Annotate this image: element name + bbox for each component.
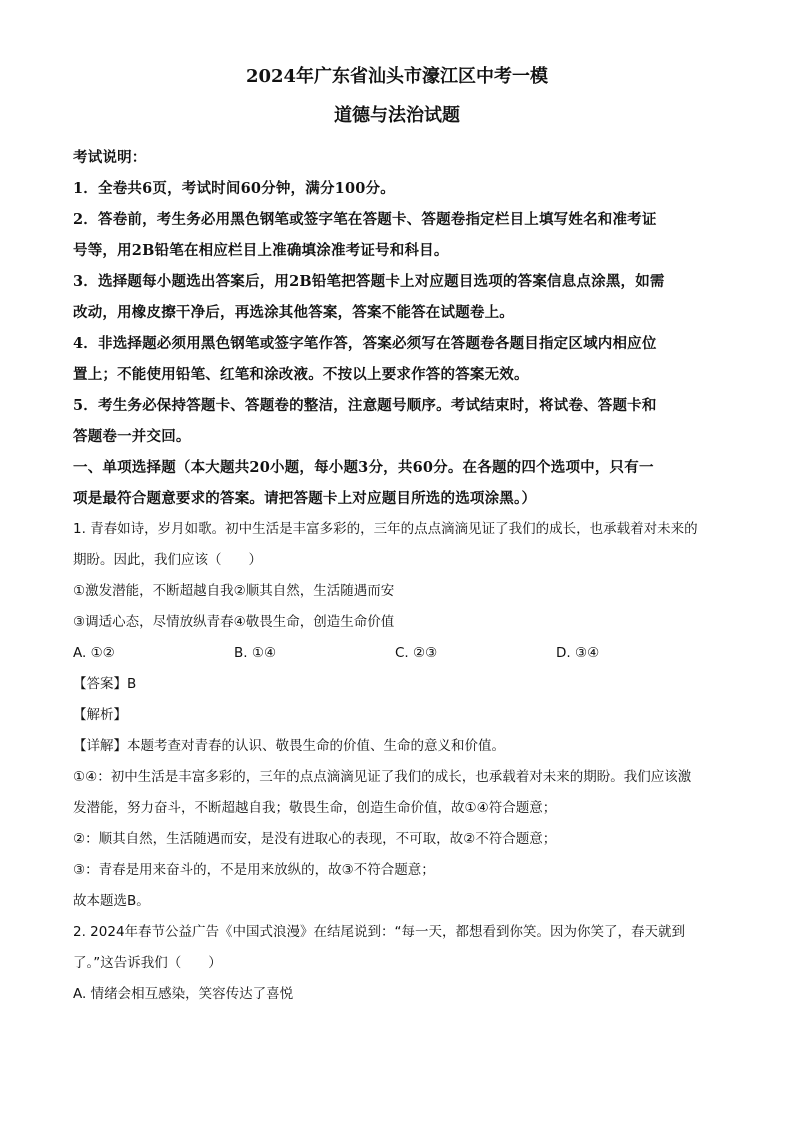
section-heading [73,452,721,514]
statement-line: ①激发潜能，不断超越自我②顺其自然，生活随遇而安 [73,583,395,599]
option-a: A. ①② [73,645,115,661]
instructions-heading: 考试说明： [73,149,147,166]
instruction-line: 2．答卷前，考生务必用黑色钢笔或签字笔在答题卡、答题卷指定栏目上填写姓名和准考证 [73,211,657,228]
detail-line: 发潜能，努力奋斗，不断超越自我；敬畏生命，创造生命价值，故①④符合题意； [73,800,557,816]
instruction-line: 4．非选择题必须用黑色钢笔或签字笔作答，答案必须写在答题卷各题目指定区域内相应位 [73,335,657,352]
instruction-line: 1．全卷共6页，考试时间60分钟，满分100分。 [73,180,395,197]
detail-line: 故本题选B。 [73,893,150,909]
section-heading-line: 项是最符合题意要求的答案。请把答题卡上对应题目所选的选项涂黑。） [73,490,537,507]
analysis-tag: 【解析】 [73,707,127,723]
answer-tag: 【答案】B [73,676,137,692]
instruction-line: 改动，用橡皮擦干净后，再选涂其他答案，答案不能答在试题卷上。 [73,304,514,321]
option-a: A. 情绪会相互感染，笑容传达了喜悦 [73,986,294,1002]
instruction-line: 答题卷一并交回。 [73,428,191,445]
question-1 [73,514,721,917]
instruction-line: 5．考生务必保持答题卡、答题卷的整洁，注意题号顺序。考试结束时，将试卷、答题卡和 [73,397,657,414]
instruction-line: 3．选择题每小题选出答案后，用2B铅笔把答题卡上对应题目选项的答案信息点涂黑，如需 [73,273,665,290]
answer-options [73,638,721,669]
option-b: B. ①④ [234,645,277,661]
statement-line: ③调适心态，尽情放纵青春④敬畏生命，创造生命价值 [73,614,395,630]
instruction-line: 号等，用2B铅笔在相应栏目上准确填涂准考证号和科目。 [73,242,449,259]
instruction-line: 置上；不能使用铅笔、红笔和涂改液。不按以上要求作答的答案无效。 [73,366,529,383]
option-d: D. ③④ [556,645,600,661]
page-subtitle: 道德与法治试题 [334,105,460,126]
exam-page [73,66,721,1010]
detail-line: ②：顺其自然，生活随遇而安，是没有进取心的表现，不可取，故②不符合题意； [73,831,557,847]
section-heading-line: 一、单项选择题（本大题共20小题，每小题3分，共60分。在各题的四个选项中，只有一 [73,459,654,476]
detail-line: 【详解】本题考查对青春的认识、敬畏生命的价值、生命的意义和价值。 [73,738,505,754]
question-stem-line: 2. 2024年春节公益广告《中国式浪漫》在结尾说到：“每一天，都想看到你笑。因为你笑了，春天就到 [73,924,686,940]
detail-line: ③：青春是用来奋斗的，不是用来放纵的，故③不符合题意； [73,862,435,878]
question-2 [73,917,721,1010]
question-stem-line: 1. 青春如诗，岁月如歌。初中生活是丰富多彩的，三年的点点滴滴见证了我们的成长，也承载着对未来的 [73,521,698,537]
question-stem-line: 期盼。因此，我们应该（ ） [73,552,262,568]
detail-line: ①④：初中生活是丰富多彩的，三年的点点滴滴见证了我们的成长，也承载着对未来的期盼。我们应该激 [73,769,692,785]
page-title: 2024年广东省汕头市濠江区中考一模 [245,66,549,87]
option-c: C. ②③ [395,645,438,661]
question-stem-line: 了。”这告诉我们（ ） [73,955,222,971]
exam-instructions [73,142,721,452]
